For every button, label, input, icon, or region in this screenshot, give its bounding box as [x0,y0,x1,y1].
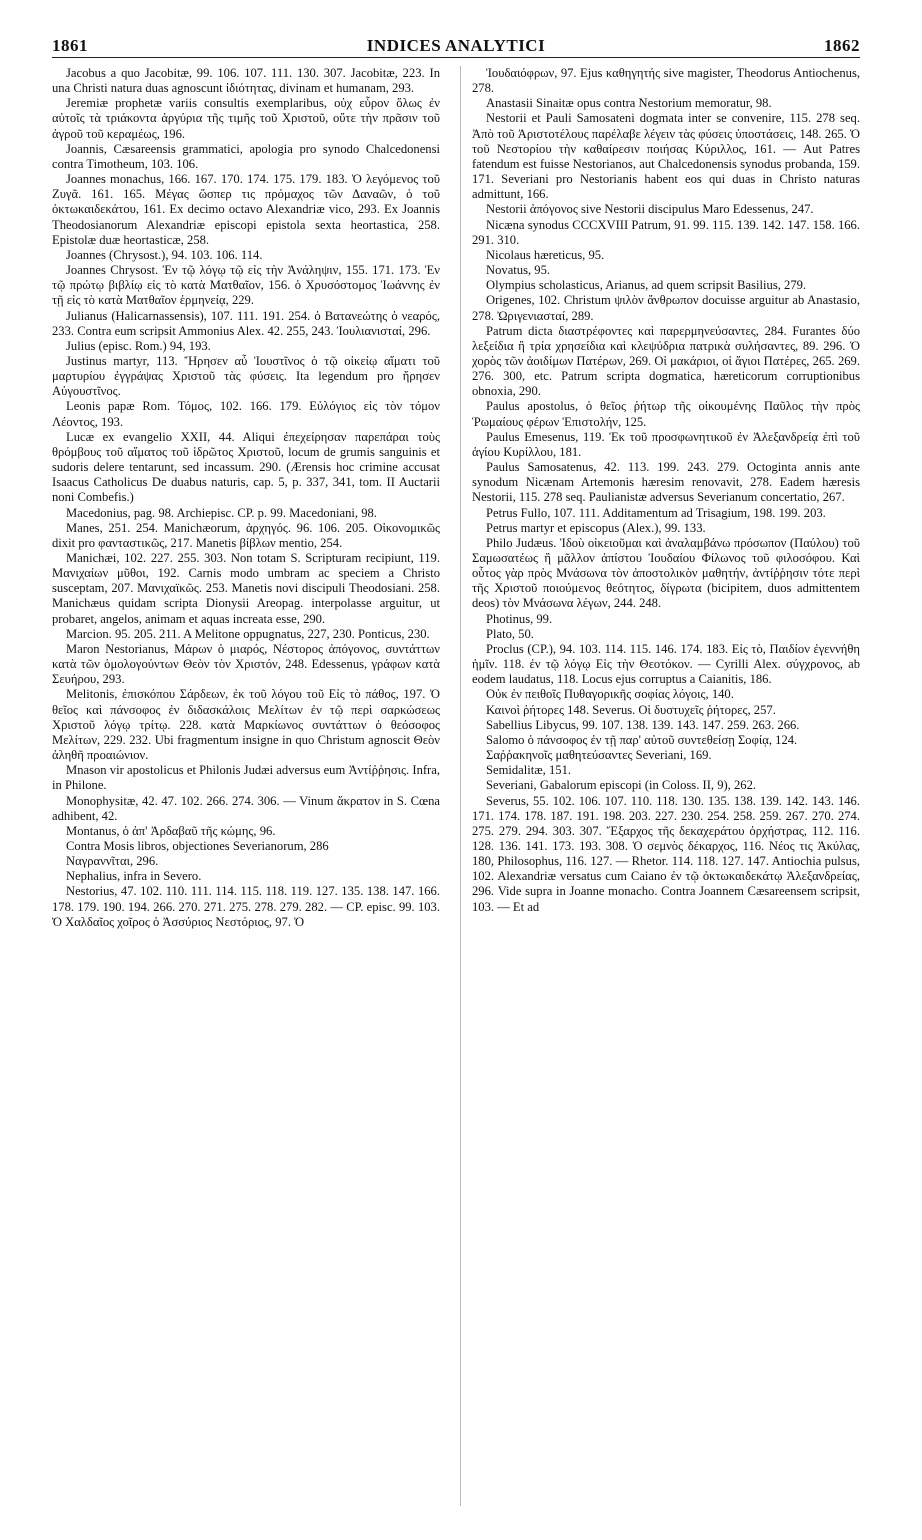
index-entry: Joannes monachus, 166. 167. 170. 174. 175. 179. 183. Ὁ λεγόμενος τοῦ Ζυγᾶ. 161. 165. Μέγας ὥσπερ τις πρόμαχος τῶν Δαναῶν, ὁ τοῦ ὀκτωκαιδεκάτου, 161. Ex decimo octavo Alexandriæ vico, 293. Ex Joannis Theodosianorum Alexandriæ episcopi epistola sexta heortastica, 258. Epistolæ duæ heortasticæ, 258. [52,172,440,247]
index-entry: Petrus martyr et episcopus (Alex.), 99. 133. [486,520,706,535]
index-entry: Paulus Emesenus, 119. Ἐκ τοῦ προσφωνητικοῦ ἐν Ἀλεξανδρείᾳ ἐπὶ τοῦ ἁγίου Κυρίλλου, 181. [472,429,860,459]
index-entry: Plato, 50. [486,626,534,641]
index-entry: Montanus, ὁ ἀπ' Ἀρδαβαῦ τῆς κώμης, 96. [66,823,276,838]
index-entry: Nestorius, 47. 102. 110. 111. 114. 115. 118. 119. 127. 135. 138. 147. 166. 178. 179. 190. 194. 266. 270. 271. 275. 278. 279. 282. — CP. episc. 99. 103. Ὁ Χαλδαῖος χοῖρος ὁ Ἀσσύριος Νεστόριος, 97. Ὁ [52,884,440,929]
index-entry: Severus, 55. 102. 106. 107. 110. 118. 130. 135. 138. 139. 142. 143. 146. 171. 174. 178. 187. 191. 198. 203. 227. 230. 254. 258. 259. 267. 270. 274. 275. 279. 294. 303. 307. Ἔξαρχος τῆς δεκαχεράτου ὀρχήστρας, 112. 116. 128. 136. 141. 173. 193. 308. Ὁ σεμνὸς δέκαρχος, 116. Νέος τις Ἀκύλας, 180, Philosophus, 116. 127. — Rhetor. 114. 118. 127. 147. Antiochia pulsus, 102. Alexandriæ versatus cum Caiano ἐν τῷ ὀκτωκαιδεκάτῳ Ἀλεξανδρείας, 296. Vide supra in Joanne monacho. Contra Joannem Cæsareensem scripsit, 103. — Et ad [472,793,860,914]
index-entry: Paulus apostolus, ὁ θεῖος ῥήτωρ τῆς οἰκουμένης Παῦλος τὴν πρὸς Ῥωμαίους φέρων Ἐπιστολήν, 125. [472,399,860,429]
index-entry: Marcion. 95. 205. 211. A Melitone oppugnatus, 227, 230. Ponticus, 230. [66,626,430,641]
index-entry: Julianus (Halicarnassensis), 107. 111. 191. 254. ὁ Βατανεώτης ὁ νεαρός, 233. Contra eum scripsit Ammonius Alex. 42. 255, 243. Ἰουλιανισταί, 296. [52,308,440,338]
index-entry: Origenes, 102. Christum ψιλὸν ἄνθρωπον docuisse arguitur ab Anastasio, 278. Ὠριγενιασταί, 289. [472,293,860,323]
header-rule [52,57,860,58]
index-entry: Leonis papæ Rom. Τόμος, 102. 166. 179. Εὐλόγιος εἰς τὸν τόμον Λέοντος, 193. [52,399,440,429]
index-entry: Monophysitæ, 42. 47. 102. 266. 274. 306. — Vinum ἄκρατον in S. Cœna adhibent, 42. [52,793,440,823]
index-entry: Manichæi, 102. 227. 255. 303. Non totam S. Scripturam recipiunt, 119. Μανιχαίων μῦθοι, 192. Carnis modo umbram ac speciem a Christo susceptam, 207. Μανιχαϊκῶς. 253. Manetis novi discipuli Theodosiani. 258. Manichæus quidam scripta Dionysii Areopag. interpolasse arguitur, ut probaret, angelos, animam et aquas increata esse, 290. [52,551,440,626]
index-entry: Nestorii ἀπόγονος sive Nestorii discipulus Maro Edessenus, 247. [486,202,814,217]
index-entry: Contra Mosis libros, objectiones Severianorum, 286 [66,838,329,853]
running-title: INDICES ANALYTICI [366,36,546,55]
page-number-left: 1861 [52,36,88,55]
index-entry: Julius (episc. Rom.) 94, 193. [66,338,211,353]
index-entry: Καινοὶ ῥήτορες 148. Severus. Οἱ δυστυχεῖς ῥήτορες, 257. [486,702,776,717]
index-entry: Severiani, Gabalorum episcopi (in Coloss. II, 9), 262. [486,778,757,793]
index-entry: Olympius scholasticus, Arianus, ad quem scripsit Basilius, 279. [486,278,807,293]
index-entry: Patrum dicta διαστρέφοντες καὶ παρερμηνεύσαντες, 284. Furantes δύο λεξείδια ἢ τρία χρησείδια καὶ κλεψύδρια πατρικὰ συλήσαντες, 89. 296. Ὁ χορὸς τῶν ἀοιδίμων Πατέρων, 269. Οἱ μακάριοι, οἱ ἅγιοι Πατέρες, 265. 269. 276. 300, etc. Patrum scripta dogmatica, hæreticorum corruptionibus obnoxia, 290. [472,323,860,399]
index-entry: Macedonius, pag. 98. Archiepisc. CP. p. 99. Macedoniani, 98. [66,505,377,520]
index-entry: Οὐκ ἐν πειθοῖς Πυθαγορικῆς σοφίας λόγοις, 140. [486,687,734,702]
index-entry: Melitonis, ἐπισκόπου Σάρδεων, ἐκ τοῦ λόγου τοῦ Εἰς τὸ πάθος, 197. Ὁ θεῖος καὶ πάνσοφος ἐν διδασκάλοις Μελίτων ἐν τῷ περὶ σαρκώσεως Χριστοῦ λόγῳ τρίτῳ. 228. κατὰ Μαρκίωνος συντάττων ὁ θεόσοφος Μελίτων, 229. 232. Ubi fragmentum insigne in quo Christum agnoscit Θεὸν ἀληθῆ προαιώνιον. [52,687,440,763]
index-entry: Σαῤῥακηνοῖς μαθητεύσαντες Severiani, 169. [486,748,712,763]
index-entry: Manes, 251. 254. Manichæorum, ἀρχηγός. 96. 106. 205. Οἰκονομικῶς dixit pro φανταστικῶς, 217. Manetis βίβλων mentio, 254. [52,520,440,550]
index-entry: Nicolaus hæreticus, 95. [486,247,605,262]
column-divider [460,66,461,1506]
index-entry: Nephalius, infra in Severo. [66,869,202,884]
index-entry: Petrus Fullo, 107. 111. Additamentum ad Trisagium, 198. 199. 203. [486,505,826,520]
page-header [52,36,860,58]
index-entry: Lucæ ex evangelio XXII, 44. Aliqui ἐπεχείρησαν παρεπάραι τοὺς θρόμβους τοῦ αἵματος τοῦ ἱδρῶτος Χριστοῦ, locum de grumis sanguinis et sudoris delere tentarunt, sed incassum. 290. (Ærensis hoc crimine accusat Isaacus Catholicus De duabus naturis, cap. 5, p. 337, 341, tom. II Auctarii noni Combefis.) [52,429,440,505]
index-entry: Joannes Chrysost. Ἐν τῷ λόγῳ τῷ εἰς τὴν Ἀνάληψιν, 155. 171. 173. Ἐν τῷ πρώτῳ βιβλίῳ εἰς τὸ κατὰ Ματθαῖον, 156. ὁ Χρυσόστομος Ἰωάννης ἐν τῇ εἰς τὸ κατὰ Ματθαῖον ἑρμηνείᾳ, 229. [52,263,440,308]
index-entry: Joannes (Chrysost.), 94. 103. 106. 114. [66,247,263,262]
index-entry: Joannis, Cæsareensis grammatici, apologia pro synodo Chalcedonensi contra Timotheum, 103. 106. [52,141,440,171]
index-entry: Novatus, 95. [486,263,551,278]
index-entry: Jacobus a quo Jacobitæ, 99. 106. 107. 111. 130. 307. Jacobitæ, 223. In una Christi natura duas agnoscunt ἰδιότητας, divinam et humanam, 293. [52,66,440,96]
index-entry: Maron Nestorianus, Μάρων ὁ μιαρός, Νέστορος ἀπόγονος, συντάττων κατὰ τῶν ὁμολογούντων Θεὸν τὸν Χριστόν, 248. Edessenus, γράφων κατὰ Σευήρου, 293. [52,641,440,687]
index-entry: Sabellius Libycus, 99. 107. 138. 139. 143. 147. 259. 263. 266. [486,717,800,732]
page-number-right: 1862 [824,36,860,55]
index-entry: Justinus martyr, 113. Ἤρησεν αὖ Ἰουστῖνος ὁ τῷ οἰκείῳ αἵματι τοῦ μαρτυρίου ἐγγράψας Χριστοῦ τὰς φύσεις. Ita legendum pro ἤρησεν Αὐγουστῖνος. [52,353,440,399]
index-entry: Mnason vir apostolicus et Philonis Judæi adversus eum Ἀντίῤῥησις. Infra, in Philone. [52,763,440,793]
index-column-left [52,66,440,1526]
index-entry: Salomo ὁ πάνσοφος ἐν τῇ παρ' αὐτοῦ συντεθείσῃ Σοφίᾳ, 124. [486,732,798,747]
index-entry: Ναγραννῖται, 296. [66,854,159,869]
index-entry: Proclus (CP.), 94. 103. 114. 115. 146. 174. 183. Εἰς τὸ, Παιδίον ἐγεννήθη ἡμῖν. 118. ἐν τῷ λόγῳ Εἰς τὴν Θεοτόκον. — Cyrilli Alex. σύγχρονος, ab eodem laudatus, 118. Locus ejus corruptus a Caianitis, 186. [472,641,860,687]
index-entry: Photinus, 99. [486,611,553,626]
index-entry: Philo Judæus. Ἰδοὺ οἰκειοῦμαι καὶ ἀναλαμβάνω πρόσωπον (Παύλου) τοῦ Σαμωσατέως ἢ μᾶλλον ἀπίστου Ἰουδαίου Φίλωνος τοῦ φιλοσόφου. Καὶ οὗτος γὰρ πρὸς Μνάσωνα τὸν ἀποστολικὸν μαθητήν, ἀντίῤῥησιν τότε περὶ τῆς Χριστοῦ ποιούμενος θεότητος, δίγρωτα (bicipitem, duos admittentem deos) τὸν Μνάσωνα λέγων, 244. 248. [472,535,860,611]
index-entry: Ἰουδαιόφρων, 97. Ejus καθηγητής sive magister, Theodorus Antiochenus, 278. [472,66,860,96]
index-entry: Anastasii Sinaitæ opus contra Nestorium memoratur, 98. [486,96,772,111]
index-entry: Jeremiæ prophetæ variis consultis exemplaribus, οὐχ εὗρον ὅλως ἐν αὐτοῖς τὰ τριάκοντα ἀργύρια τῆς τιμῆς τοῦ Χριστοῦ, οὔτε τὴν πρᾶσιν τοῦ ἀγροῦ τοῦ κεραμέως, 196. [52,96,440,141]
index-entry: Paulus Samosatenus, 42. 113. 199. 243. 279. Octoginta annis ante synodum Nicænam Artemonis hæresim renovavit, 278. Eadem hæresis Nestorii, 115. 278 seq. Paulianistæ adversus Severianum concertatio, 267. [472,460,860,505]
index-column-right [472,66,860,1526]
index-entry: Nestorii et Pauli Samosateni dogmata inter se convenire, 115. 278 seq. Ἀπὸ τοῦ Ἀριστοτέλους παρέλαβε λέγειν τὰς φύσεις ὑποστάσεις, 148. 265. Ὁ τοῦ Νεστορίου τὴν καθαίρεσιν ποιήσας Κύριλλος, 161. — Aut Patres fatendum est fuisse Nestorianos, aut Chalcedonensis synodus probanda, 159. 171. Severiani pro Nestorianis habent eos qui duas in Christo naturas admittunt, 166. [472,111,860,202]
index-entry: Nicæna synodus CCCXVIII Patrum, 91. 99. 115. 139. 142. 147. 158. 166. 291. 310. [472,217,860,247]
index-entry: Semidalitæ, 151. [486,763,572,778]
